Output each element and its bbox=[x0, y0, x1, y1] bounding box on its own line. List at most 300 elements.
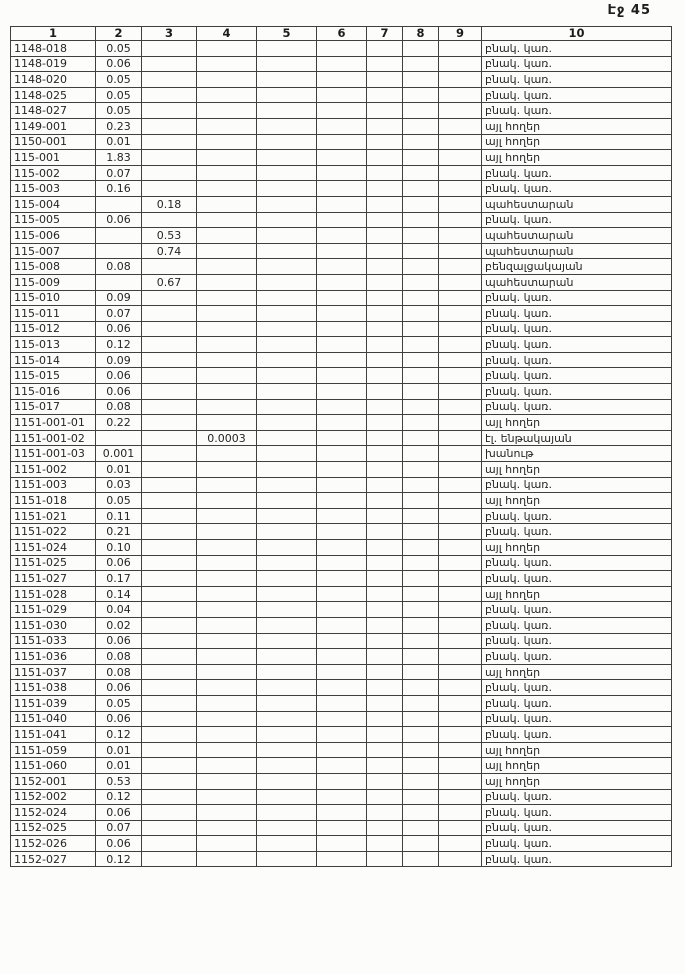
value-cell bbox=[403, 243, 439, 259]
value-cell bbox=[439, 680, 482, 696]
parcel-id-cell: 115-004 bbox=[11, 196, 96, 212]
value-cell bbox=[403, 150, 439, 166]
parcel-id-cell: 1151-029 bbox=[11, 602, 96, 618]
value-cell bbox=[439, 134, 482, 150]
parcel-id-cell: 1148-027 bbox=[11, 103, 96, 119]
value-cell bbox=[257, 306, 317, 322]
value-cell bbox=[403, 524, 439, 540]
value-cell bbox=[197, 243, 257, 259]
value-cell bbox=[317, 462, 367, 478]
table-row bbox=[11, 228, 672, 244]
value-cell bbox=[367, 617, 403, 633]
value-cell bbox=[439, 274, 482, 290]
value-cell bbox=[197, 711, 257, 727]
value-cell bbox=[439, 56, 482, 72]
value-cell bbox=[317, 851, 367, 867]
value-cell bbox=[257, 758, 317, 774]
value-cell bbox=[257, 851, 317, 867]
value-cell bbox=[197, 150, 257, 166]
value-cell bbox=[403, 41, 439, 57]
table-row bbox=[11, 196, 672, 212]
value-cell: 0.04 bbox=[96, 602, 142, 618]
value-cell bbox=[367, 56, 403, 72]
value-cell bbox=[317, 633, 367, 649]
value-cell bbox=[197, 633, 257, 649]
table-row bbox=[11, 72, 672, 88]
value-cell bbox=[257, 165, 317, 181]
value-cell bbox=[257, 617, 317, 633]
land-use-cell: բնակ. կառ. bbox=[482, 87, 672, 103]
value-cell bbox=[257, 664, 317, 680]
value-cell bbox=[142, 851, 197, 867]
land-use-cell: էլ. ենթակայան bbox=[482, 430, 672, 446]
value-cell bbox=[96, 274, 142, 290]
table-row bbox=[11, 571, 672, 587]
value-cell: 0.03 bbox=[96, 477, 142, 493]
parcel-id-cell: 1151-059 bbox=[11, 742, 96, 758]
value-cell bbox=[317, 321, 367, 337]
value-cell bbox=[257, 228, 317, 244]
value-cell bbox=[403, 430, 439, 446]
value-cell bbox=[142, 352, 197, 368]
land-use-cell: այլ հողեր bbox=[482, 118, 672, 134]
value-cell bbox=[317, 602, 367, 618]
value-cell: 0.0003 bbox=[197, 430, 257, 446]
value-cell bbox=[317, 758, 367, 774]
value-cell bbox=[257, 462, 317, 478]
value-cell bbox=[439, 87, 482, 103]
value-cell bbox=[367, 695, 403, 711]
value-cell bbox=[142, 321, 197, 337]
table-row bbox=[11, 493, 672, 509]
land-use-cell: այլ հողեր bbox=[482, 493, 672, 509]
value-cell bbox=[367, 586, 403, 602]
value-cell bbox=[367, 430, 403, 446]
value-cell bbox=[257, 352, 317, 368]
value-cell bbox=[197, 508, 257, 524]
value-cell bbox=[142, 758, 197, 774]
land-use-cell: բնակ. կառ. bbox=[482, 337, 672, 353]
value-cell bbox=[257, 134, 317, 150]
value-cell: 0.06 bbox=[96, 384, 142, 400]
value-cell bbox=[367, 540, 403, 556]
value-cell bbox=[197, 727, 257, 743]
value-cell bbox=[367, 571, 403, 587]
value-cell bbox=[367, 462, 403, 478]
value-cell bbox=[367, 742, 403, 758]
value-cell bbox=[403, 290, 439, 306]
value-cell: 0.21 bbox=[96, 524, 142, 540]
value-cell: 0.06 bbox=[96, 555, 142, 571]
value-cell bbox=[403, 56, 439, 72]
value-cell bbox=[403, 711, 439, 727]
value-cell bbox=[439, 711, 482, 727]
value-cell bbox=[403, 306, 439, 322]
value-cell bbox=[439, 493, 482, 509]
parcel-id-cell: 1151-039 bbox=[11, 695, 96, 711]
parcel-id-cell: 115-007 bbox=[11, 243, 96, 259]
value-cell bbox=[317, 742, 367, 758]
value-cell: 0.17 bbox=[96, 571, 142, 587]
value-cell bbox=[439, 352, 482, 368]
table-row bbox=[11, 555, 672, 571]
table-row bbox=[11, 789, 672, 805]
value-cell bbox=[403, 321, 439, 337]
value-cell bbox=[403, 196, 439, 212]
parcel-id-cell: 115-012 bbox=[11, 321, 96, 337]
value-cell bbox=[439, 758, 482, 774]
table-row bbox=[11, 462, 672, 478]
value-cell: 0.06 bbox=[96, 633, 142, 649]
value-cell bbox=[317, 617, 367, 633]
value-cell bbox=[439, 727, 482, 743]
value-cell bbox=[439, 508, 482, 524]
column-header: 5 bbox=[257, 27, 317, 41]
table-row bbox=[11, 243, 672, 259]
value-cell bbox=[439, 399, 482, 415]
value-cell bbox=[142, 680, 197, 696]
value-cell bbox=[142, 649, 197, 665]
table-row bbox=[11, 384, 672, 400]
value-cell bbox=[142, 415, 197, 431]
value-cell bbox=[257, 337, 317, 353]
value-cell bbox=[197, 664, 257, 680]
value-cell bbox=[142, 695, 197, 711]
land-use-cell: բնակ. կառ. bbox=[482, 789, 672, 805]
value-cell bbox=[403, 789, 439, 805]
table-row bbox=[11, 820, 672, 836]
land-use-cell: այլ հողեր bbox=[482, 742, 672, 758]
value-cell bbox=[367, 41, 403, 57]
value-cell bbox=[197, 773, 257, 789]
parcel-id-cell: 1152-002 bbox=[11, 789, 96, 805]
value-cell bbox=[142, 41, 197, 57]
value-cell bbox=[197, 540, 257, 556]
value-cell bbox=[257, 150, 317, 166]
land-use-cell: բնակ. կառ. bbox=[482, 368, 672, 384]
value-cell bbox=[439, 649, 482, 665]
table-row bbox=[11, 602, 672, 618]
column-header: 6 bbox=[317, 27, 367, 41]
table-row bbox=[11, 321, 672, 337]
parcel-id-cell: 1150-001 bbox=[11, 134, 96, 150]
table-row bbox=[11, 103, 672, 119]
value-cell bbox=[439, 742, 482, 758]
value-cell bbox=[142, 477, 197, 493]
value-cell: 0.06 bbox=[96, 680, 142, 696]
value-cell bbox=[317, 430, 367, 446]
value-cell bbox=[257, 321, 317, 337]
value-cell bbox=[439, 805, 482, 821]
value-cell bbox=[439, 150, 482, 166]
land-use-cell: այլ հողեր bbox=[482, 773, 672, 789]
land-use-cell: բենզալցակայան bbox=[482, 259, 672, 275]
value-cell: 0.08 bbox=[96, 649, 142, 665]
value-cell: 0.06 bbox=[96, 711, 142, 727]
value-cell: 0.06 bbox=[96, 321, 142, 337]
parcel-id-cell: 115-016 bbox=[11, 384, 96, 400]
value-cell bbox=[96, 228, 142, 244]
value-cell bbox=[197, 41, 257, 57]
value-cell bbox=[257, 384, 317, 400]
value-cell bbox=[142, 165, 197, 181]
value-cell bbox=[439, 103, 482, 119]
table-row bbox=[11, 586, 672, 602]
value-cell: 0.06 bbox=[96, 56, 142, 72]
value-cell bbox=[317, 773, 367, 789]
value-cell bbox=[403, 165, 439, 181]
land-use-cell: բնակ. կառ. bbox=[482, 384, 672, 400]
value-cell: 0.05 bbox=[96, 695, 142, 711]
value-cell bbox=[317, 196, 367, 212]
value-cell bbox=[439, 695, 482, 711]
value-cell bbox=[317, 586, 367, 602]
column-header: 7 bbox=[367, 27, 403, 41]
value-cell: 1.83 bbox=[96, 150, 142, 166]
value-cell bbox=[257, 274, 317, 290]
parcel-id-cell: 1151-033 bbox=[11, 633, 96, 649]
value-cell bbox=[403, 773, 439, 789]
value-cell bbox=[142, 789, 197, 805]
value-cell bbox=[439, 540, 482, 556]
value-cell bbox=[403, 228, 439, 244]
table-row bbox=[11, 727, 672, 743]
value-cell bbox=[257, 540, 317, 556]
value-cell bbox=[142, 508, 197, 524]
value-cell bbox=[257, 118, 317, 134]
table-row bbox=[11, 87, 672, 103]
value-cell bbox=[403, 555, 439, 571]
value-cell bbox=[197, 742, 257, 758]
parcel-id-cell: 1152-001 bbox=[11, 773, 96, 789]
value-cell: 0.05 bbox=[96, 87, 142, 103]
value-cell: 0.01 bbox=[96, 742, 142, 758]
value-cell bbox=[439, 72, 482, 88]
value-cell bbox=[317, 134, 367, 150]
parcel-id-cell: 115-013 bbox=[11, 337, 96, 353]
value-cell bbox=[257, 836, 317, 852]
value-cell bbox=[197, 415, 257, 431]
table-row bbox=[11, 617, 672, 633]
value-cell bbox=[257, 789, 317, 805]
value-cell: 0.02 bbox=[96, 617, 142, 633]
value-cell bbox=[403, 493, 439, 509]
value-cell bbox=[142, 664, 197, 680]
table-row bbox=[11, 664, 672, 680]
value-cell bbox=[317, 789, 367, 805]
value-cell bbox=[317, 680, 367, 696]
parcel-id-cell: 1151-041 bbox=[11, 727, 96, 743]
value-cell bbox=[439, 617, 482, 633]
value-cell bbox=[142, 571, 197, 587]
land-use-cell: բնակ. կառ. bbox=[482, 56, 672, 72]
table-row bbox=[11, 524, 672, 540]
parcel-id-cell: 115-006 bbox=[11, 228, 96, 244]
land-use-cell: այլ հողեր bbox=[482, 415, 672, 431]
value-cell bbox=[317, 649, 367, 665]
value-cell bbox=[96, 430, 142, 446]
land-use-cell: բնակ. կառ. bbox=[482, 711, 672, 727]
land-use-cell: բնակ. կառ. bbox=[482, 851, 672, 867]
parcel-id-cell: 1151-027 bbox=[11, 571, 96, 587]
value-cell bbox=[439, 259, 482, 275]
value-cell bbox=[317, 493, 367, 509]
value-cell bbox=[197, 165, 257, 181]
value-cell bbox=[439, 446, 482, 462]
table-body bbox=[11, 41, 672, 867]
value-cell bbox=[317, 446, 367, 462]
value-cell bbox=[403, 72, 439, 88]
value-cell bbox=[257, 524, 317, 540]
table-row bbox=[11, 181, 672, 197]
parcel-id-cell: 1152-026 bbox=[11, 836, 96, 852]
land-use-cell: պահեստարան bbox=[482, 274, 672, 290]
page-number-label: Էջ 45 bbox=[607, 3, 651, 18]
table-row bbox=[11, 134, 672, 150]
value-cell: 0.01 bbox=[96, 462, 142, 478]
parcel-id-cell: 1151-001-02 bbox=[11, 430, 96, 446]
value-cell bbox=[403, 695, 439, 711]
value-cell bbox=[317, 664, 367, 680]
value-cell bbox=[257, 773, 317, 789]
column-header: 8 bbox=[403, 27, 439, 41]
value-cell bbox=[403, 508, 439, 524]
value-cell bbox=[367, 399, 403, 415]
land-use-cell: բնակ. կառ. bbox=[482, 477, 672, 493]
parcel-id-cell: 1151-018 bbox=[11, 493, 96, 509]
value-cell bbox=[257, 87, 317, 103]
land-use-cell: այլ հողեր bbox=[482, 150, 672, 166]
value-cell bbox=[317, 571, 367, 587]
value-cell bbox=[197, 617, 257, 633]
table-row bbox=[11, 836, 672, 852]
value-cell: 0.09 bbox=[96, 290, 142, 306]
table-row bbox=[11, 805, 672, 821]
value-cell bbox=[257, 290, 317, 306]
value-cell bbox=[317, 508, 367, 524]
value-cell bbox=[317, 555, 367, 571]
table-row bbox=[11, 368, 672, 384]
value-cell bbox=[197, 212, 257, 228]
value-cell bbox=[439, 555, 482, 571]
value-cell bbox=[142, 134, 197, 150]
value-cell bbox=[257, 571, 317, 587]
value-cell: 0.74 bbox=[142, 243, 197, 259]
value-cell bbox=[142, 118, 197, 134]
value-cell bbox=[367, 805, 403, 821]
value-cell bbox=[257, 477, 317, 493]
value-cell: 0.05 bbox=[96, 103, 142, 119]
parcel-id-cell: 115-003 bbox=[11, 181, 96, 197]
land-use-cell: բնակ. կառ. bbox=[482, 212, 672, 228]
value-cell bbox=[403, 337, 439, 353]
value-cell bbox=[142, 56, 197, 72]
value-cell: 0.12 bbox=[96, 789, 142, 805]
table-row bbox=[11, 742, 672, 758]
value-cell bbox=[367, 555, 403, 571]
table-row bbox=[11, 150, 672, 166]
value-cell: 0.06 bbox=[96, 212, 142, 228]
value-cell bbox=[317, 524, 367, 540]
value-cell bbox=[439, 851, 482, 867]
value-cell bbox=[142, 727, 197, 743]
value-cell bbox=[197, 228, 257, 244]
value-cell bbox=[257, 430, 317, 446]
value-cell bbox=[197, 274, 257, 290]
value-cell bbox=[317, 165, 367, 181]
value-cell bbox=[257, 727, 317, 743]
value-cell: 0.001 bbox=[96, 446, 142, 462]
table-row bbox=[11, 415, 672, 431]
value-cell bbox=[142, 462, 197, 478]
parcel-id-cell: 1152-027 bbox=[11, 851, 96, 867]
value-cell: 0.09 bbox=[96, 352, 142, 368]
land-use-cell: բնակ. կառ. bbox=[482, 727, 672, 743]
table-row bbox=[11, 41, 672, 57]
land-use-cell: բնակ. կառ. bbox=[482, 321, 672, 337]
parcel-id-cell: 115-011 bbox=[11, 306, 96, 322]
value-cell bbox=[197, 555, 257, 571]
value-cell: 0.08 bbox=[96, 664, 142, 680]
land-use-cell: պահեստարան bbox=[482, 196, 672, 212]
value-cell bbox=[197, 586, 257, 602]
land-use-cell: բնակ. կառ. bbox=[482, 836, 672, 852]
value-cell bbox=[403, 181, 439, 197]
table-row bbox=[11, 695, 672, 711]
value-cell bbox=[142, 384, 197, 400]
value-cell bbox=[142, 290, 197, 306]
value-cell bbox=[317, 368, 367, 384]
table-row bbox=[11, 306, 672, 322]
value-cell bbox=[439, 524, 482, 540]
value-cell bbox=[439, 664, 482, 680]
value-cell bbox=[367, 274, 403, 290]
value-cell bbox=[142, 493, 197, 509]
value-cell bbox=[197, 196, 257, 212]
value-cell bbox=[367, 524, 403, 540]
value-cell bbox=[439, 212, 482, 228]
value-cell bbox=[142, 72, 197, 88]
value-cell bbox=[403, 727, 439, 743]
parcel-id-cell: 115-009 bbox=[11, 274, 96, 290]
parcel-id-cell: 1151-024 bbox=[11, 540, 96, 556]
value-cell: 0.08 bbox=[96, 259, 142, 275]
value-cell bbox=[197, 820, 257, 836]
value-cell: 0.18 bbox=[142, 196, 197, 212]
value-cell bbox=[142, 555, 197, 571]
value-cell bbox=[367, 415, 403, 431]
value-cell bbox=[197, 789, 257, 805]
value-cell bbox=[403, 103, 439, 119]
value-cell bbox=[367, 446, 403, 462]
value-cell bbox=[197, 56, 257, 72]
value-cell bbox=[197, 290, 257, 306]
value-cell bbox=[197, 384, 257, 400]
value-cell bbox=[317, 695, 367, 711]
value-cell bbox=[403, 446, 439, 462]
value-cell bbox=[317, 477, 367, 493]
value-cell bbox=[317, 259, 367, 275]
value-cell bbox=[142, 399, 197, 415]
value-cell bbox=[317, 836, 367, 852]
parcel-id-cell: 1151-025 bbox=[11, 555, 96, 571]
value-cell bbox=[96, 243, 142, 259]
value-cell: 0.12 bbox=[96, 727, 142, 743]
value-cell bbox=[257, 695, 317, 711]
value-cell bbox=[317, 41, 367, 57]
value-cell bbox=[197, 321, 257, 337]
value-cell bbox=[142, 836, 197, 852]
